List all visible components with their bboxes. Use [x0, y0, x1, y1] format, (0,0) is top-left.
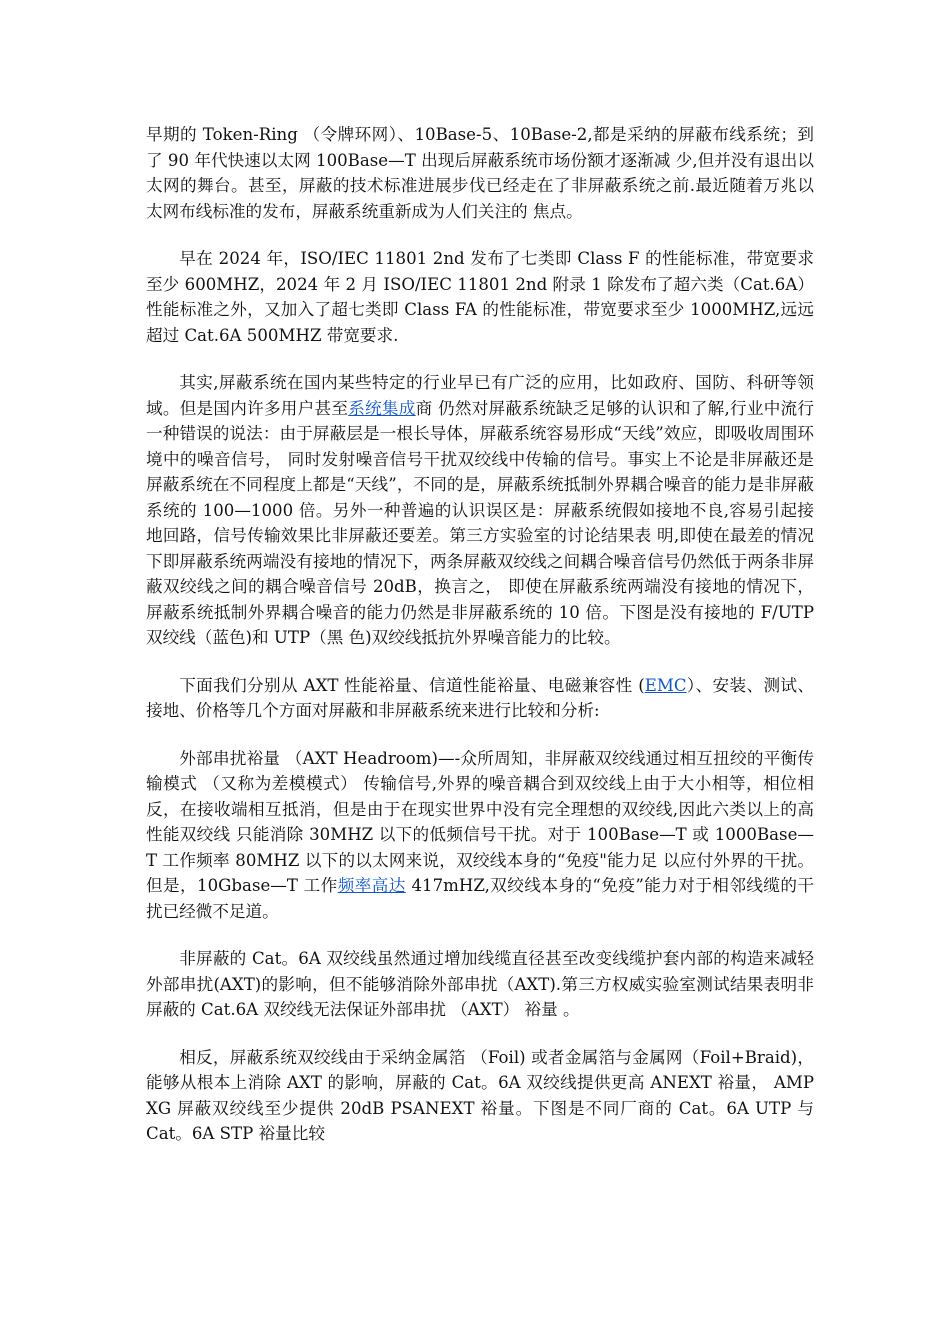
link-frequency[interactable]: 频率高达	[337, 876, 406, 895]
paragraph-text: 其实,屏蔽系统在国内某些特定的行业早已有广泛的应用，比如政府、国防、科研等领域。但是国内许多用户甚至	[146, 373, 814, 418]
paragraph-misconceptions	[146, 370, 814, 651]
paragraph-text: 下面我们分别从 AXT 性能裕量、信道性能裕量、电磁兼容性 (	[179, 675, 645, 695]
paragraph-shielded-cat6a: 相反，屏蔽系统双绞线由于采纳金属箔 （Foil) 或者金属箔与金属网（Foil+Braid)，能够从根本上消除 AXT 的影响，屏蔽的 Cat。6A 双绞线提供更高 ANEXT 裕量， AMP XG 屏蔽双绞线至少提供 20dB PSANEXT 裕量。下图是不同厂商的 Cat。6A UTP 与 Cat。6A STP 裕量比较	[146, 1047, 814, 1143]
paragraph-text: 外部串扰裕量 （AXT Headroom)—-众所周知，非屏蔽双绞线通过相互扭绞的平衡传输模式 （又称为差模模式） 传输信号,外界的噪音耦合到双绞线上由于大小相等，相位相反，在接收端相互抵消，但是由于在现实世界中没有完全理想的双绞线,因此六类以上的高性能双绞线 只能消除 30MHZ 以下的低频信号干扰。对于 100Base—T 或 1000Base—T 工作频率 80MHZ 以下的以太网来说，双绞线本身的“免疫"能力足 以应付外界的干扰。但是，10Gbase—T 工作	[146, 748, 814, 895]
link-emc[interactable]: EMC	[644, 675, 687, 695]
paragraph-text: 商 仍然对屏蔽系统缺乏足够的认识和了解,行业中流行一种错误的说法：由于屏蔽层是一根长导体，屏蔽系统容易形成“天线”效应，即吸收周围环境中的噪音信号， 同时发射噪音信号干扰双绞线中传输的信号。事实上不论是非屏蔽还是屏蔽系统在不同程度上都是“天线”，不同的是，屏蔽系统抵制外界耦合噪音的能力是非屏蔽 系统的 100—1000 倍。另外一种普遍的认识误区是：屏蔽系统假如接地不良,容易引起接地回路，信号传输效果比非屏蔽还要差。第三方实验室的讨论结果表 明,即使在最差的情况下即屏蔽系统两端没有接地的情况下，两条屏蔽双绞线之间耦合噪音信号仍然低于两条非屏蔽双绞线之间的耦合噪音信号 20dB，换言之， 即使在屏蔽系统两端没有接地的情况下，屏蔽系统抵制外界耦合噪音的能力仍然是非屏蔽系统的 10 倍。下图是没有接地的 F/UTP 双绞线（蓝色)和 UTP（黑 色)双绞线抵抗外界噪音能力的比较。	[146, 398, 814, 647]
link-system-integration[interactable]: 系统集成	[348, 398, 416, 418]
document-body	[146, 122, 814, 1147]
paragraph-comparison-intro	[146, 673, 814, 724]
paragraph-text: 417mHZ,双绞线本身的“免疫”能力对于相邻线缆的干扰已经微不足道。	[146, 876, 814, 921]
paragraph-text: ）、安装、测试、接地、价格等几个方面对屏蔽和非屏蔽系统来进行比较和分析:	[146, 675, 814, 720]
paragraph-axt-headroom	[146, 746, 814, 925]
paragraph-intro: 早期的 Token-Ring （令牌环网）、10Base-5、10Base-2,都是采纳的屏蔽布线系统；到了 90 年代快速以太网 100Base—T 出现后屏蔽系统市场份额才逐渐减 少,但并没有退出以太网的舞台。甚至，屏蔽的技术标准进展步伐已经走在了非屏蔽系统之前.最近随着万兆以太网布线标准的发布，屏蔽系统重新成为人们关注的 焦点。	[146, 125, 814, 221]
paragraph-standards: 早在 2024 年，ISO/IEC 11801 2nd 发布了七类即 Class F 的性能标准，带宽要求至少 600MHZ，2024 年 2 月 ISO/IEC 11801 2nd 附录 1 除发布了超六类（Cat.6A） 性能标准之外，又加入了超七类即 Class FA 的性能标准，带宽要求至少 1000MHZ,远远超过 Cat.6A 500MHZ 带宽要求.	[146, 249, 814, 345]
paragraph-utp-cat6a: 非屏蔽的 Cat。6A 双绞线虽然通过增加线缆直径甚至改变线缆护套内部的构造来减轻外部串扰(AXT)的影响，但不能够消除外部串扰（AXT).第三方权威实验室测试结果表明非屏蔽的 Cat.6A 双绞线无法保证外部串扰 （AXT） 裕量 。	[146, 949, 814, 1019]
